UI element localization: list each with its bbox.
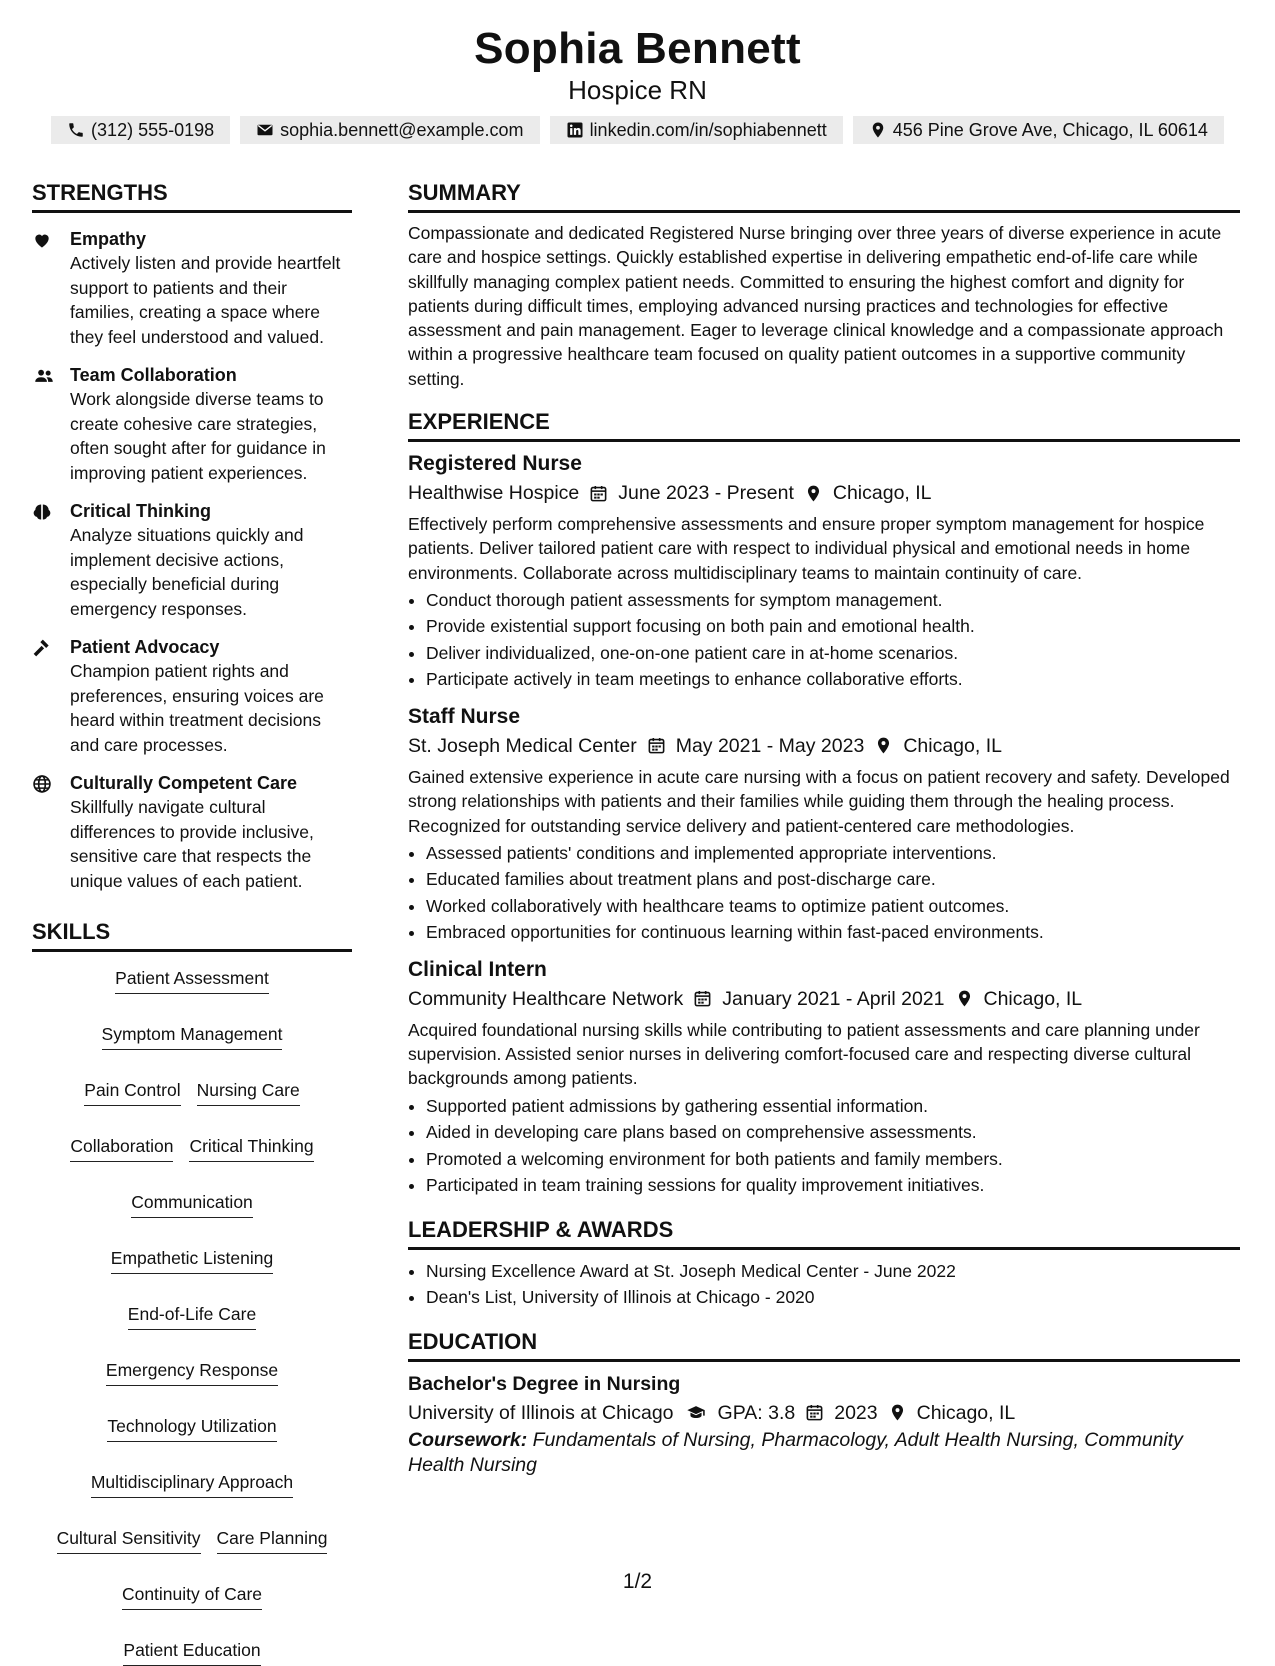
job-meta	[408, 478, 1240, 508]
resume-header	[0, 22, 1275, 144]
skill-tag: Continuity of Care	[122, 1582, 262, 1610]
skills-list	[32, 966, 352, 1666]
brain-icon	[32, 502, 52, 522]
right-column	[408, 180, 1240, 1478]
experience-title: EXPERIENCE	[408, 409, 1240, 442]
calendar-icon	[589, 484, 608, 503]
gpa: GPA: 3.8	[717, 1401, 796, 1424]
list-item: • Participated in team training sessions for quality improvement initiatives.	[426, 1172, 1240, 1199]
map-pin-icon	[804, 484, 823, 503]
job-bullets	[408, 1093, 1240, 1199]
graduation-year: 2023	[834, 1401, 878, 1424]
skill-tag: Patient Education	[123, 1638, 260, 1666]
skill-tag: Cultural Sensitivity	[57, 1526, 201, 1554]
strength-item	[32, 499, 352, 621]
strength-name: Team Collaboration	[70, 365, 237, 385]
linkedin-text: linkedin.com/in/sophiabennett	[589, 119, 827, 140]
envelope-icon	[256, 121, 274, 139]
summary-text: Compassionate and dedicated Registered Nurse bringing over three years of diverse experience in acute care and hospice settings. Quickly established expertise in delivering empathetic end-of-life care while skillfully managing complex patient needs. Committed to ensuring the highest comfort and dignity for patients during difficult times, employing advanced nursing practices and technologies for effective assessment and pain management. Eager to leverage clinical knowledge and a compassionate approach within a progressive healthcare team focused on quality patient outcomes in a supportive community setting.	[408, 223, 1224, 389]
coursework-text: Fundamentals of Nursing, Pharmacology, Adult Health Nursing, Community Health Nursing	[408, 1428, 1183, 1476]
job-dates: June 2023 - Present	[618, 482, 794, 505]
strength-desc: Actively listen and provide heartfelt support to patients and their families, creating a space where they feel understood and valued.	[70, 253, 341, 347]
candidate-role: Hospice RN	[568, 75, 707, 105]
strength-name: Critical Thinking	[70, 501, 212, 521]
skill-tag: Pain Control	[84, 1078, 180, 1106]
strengths-title: STRENGTHS	[32, 180, 352, 213]
strength-name: Empathy	[70, 229, 147, 249]
skill-tag: Critical Thinking	[189, 1134, 313, 1162]
list-item: • Aided in developing care plans based on comprehensive assessments.	[426, 1119, 1240, 1146]
map-pin-icon	[874, 736, 893, 755]
skill-tag: Multidisciplinary Approach	[91, 1470, 293, 1498]
address-text: 456 Pine Grove Ave, Chicago, IL 60614	[892, 119, 1208, 140]
contact-email[interactable]	[240, 116, 539, 144]
job-bullets	[408, 587, 1240, 693]
list-item: • Promoted a welcoming environment for both patients and family members.	[426, 1146, 1240, 1173]
list-item: • Conduct thorough patient assessments for symptom management.	[426, 587, 1240, 614]
job-title: Clinical Intern	[408, 957, 547, 981]
job-location: Chicago, IL	[903, 734, 1002, 757]
contact-linkedin[interactable]	[550, 116, 843, 144]
school-name: University of Illinois at Chicago	[408, 1401, 674, 1424]
skill-tag: Care Planning	[217, 1526, 328, 1554]
strength-desc: Work alongside diverse teams to create cohesive care strategies, often sought after for guidance in improving patient experiences.	[70, 389, 326, 483]
candidate-name: Sophia Bennett	[474, 24, 801, 73]
education-meta	[408, 1398, 1240, 1428]
strength-item	[32, 635, 352, 757]
coursework	[408, 1428, 1240, 1478]
job-description: Gained extensive experience in acute care nursing with a focus on patient recovery and safety. Developed strong relationships with patients and their families while guiding them through the healing process. Recognized for outstanding service delivery and patient-centered care methodologies.	[408, 766, 1230, 836]
strength-desc: Champion patient rights and preferences, ensuring voices are heard within treatment decisions and care processes.	[70, 661, 324, 755]
coursework-label: Coursework:	[408, 1428, 528, 1451]
map-pin-icon	[869, 121, 887, 139]
strength-name: Patient Advocacy	[70, 637, 220, 657]
list-item: • Nursing Excellence Award at St. Joseph Medical Center - June 2022	[426, 1258, 1240, 1285]
job-location: Chicago, IL	[832, 482, 932, 505]
list-item: • Participate actively in team meetings to enhance collaborative efforts.	[426, 666, 1240, 693]
skill-tag: Nursing Care	[197, 1078, 300, 1106]
list-item: • Educated families about treatment plans and post-discharge care.	[426, 866, 1240, 893]
list-item: • Worked collaboratively with healthcare teams to optimize patient outcomes.	[426, 893, 1240, 920]
job-location: Chicago, IL	[983, 987, 1083, 1010]
calendar-icon	[647, 736, 666, 755]
users-icon	[32, 366, 56, 386]
list-item: • Provide existential support focusing on both pain and emotional health.	[426, 613, 1240, 640]
strength-name: Culturally Competent Care	[70, 773, 298, 793]
job-description: Effectively perform comprehensive assessments and ensure proper symptom management for hospice patients. Deliver tailored patient care with respect to individual physical and emotional needs in home environments. Collaborate across multidisciplinary teams to maintain continuity of care.	[408, 514, 1205, 583]
job-entry	[408, 450, 1240, 693]
skill-tag: Technology Utilization	[107, 1414, 276, 1442]
graduation-cap-icon	[684, 1403, 708, 1422]
skill-tag: Emergency Response	[106, 1358, 278, 1386]
job-entry	[408, 956, 1240, 1199]
skill-tag: Communication	[131, 1190, 253, 1218]
list-item: • Deliver individualized, one-on-one patient care in at-home scenarios.	[426, 640, 1240, 667]
strength-item	[32, 771, 352, 893]
contact-address	[853, 116, 1224, 144]
strength-desc: Analyze situations quickly and implement decisive actions, especially beneficial during emergency responses.	[70, 525, 304, 619]
calendar-icon	[805, 1403, 824, 1422]
contact-phone[interactable]	[51, 116, 230, 144]
job-meta	[408, 984, 1240, 1014]
page-number: 1/2	[622, 1570, 653, 1593]
job-entry	[408, 703, 1240, 946]
calendar-icon	[693, 989, 712, 1008]
strength-desc: Skillfully navigate cultural differences to provide inclusive, sensitive care that respects the unique values of each patient.	[70, 797, 314, 891]
job-title: Staff Nurse	[408, 704, 521, 728]
skill-tag: Empathetic Listening	[111, 1246, 273, 1274]
list-item: • Embraced opportunities for continuous learning within fast-paced environments.	[426, 919, 1240, 946]
strength-item	[32, 227, 352, 349]
job-dates: January 2021 - April 2021	[722, 987, 945, 1010]
skills-title: SKILLS	[32, 919, 352, 952]
phone-icon	[67, 121, 85, 139]
map-pin-icon	[888, 1403, 907, 1422]
email-text: sophia.bennett@example.com	[280, 119, 524, 140]
skill-tag: Symptom Management	[102, 1022, 283, 1050]
school-location: Chicago, IL	[916, 1401, 1016, 1424]
list-item: • Dean's List, University of Illinois at Chicago - 2020	[426, 1284, 1240, 1311]
gavel-icon	[32, 638, 52, 658]
job-company: St. Joseph Medical Center	[408, 734, 637, 757]
job-dates: May 2021 - May 2023	[675, 734, 865, 757]
heart-icon	[32, 230, 52, 250]
job-meta	[408, 731, 1240, 761]
left-column	[32, 180, 352, 1666]
globe-icon	[32, 774, 52, 794]
job-company: Community Healthcare Network	[408, 987, 684, 1010]
summary-title: SUMMARY	[408, 180, 1240, 213]
contact-bar	[0, 116, 1275, 144]
phone-text: (312) 555-0198	[91, 119, 215, 140]
education-title: EDUCATION	[408, 1329, 1240, 1362]
strength-item	[32, 363, 352, 485]
list-item: • Supported patient admissions by gathering essential information.	[426, 1093, 1240, 1120]
linkedin-icon	[566, 121, 584, 139]
map-pin-icon	[955, 989, 974, 1008]
job-description: Acquired foundational nursing skills while contributing to patient assessments and care planning under supervision. Assisted senior nurses in delivering comfort-focused care and respecting diverse cultural backgrounds among patients.	[408, 1019, 1200, 1089]
job-company: Healthwise Hospice	[408, 482, 580, 505]
awards-title: LEADERSHIP & AWARDS	[408, 1217, 1240, 1250]
list-item: • Assessed patients' conditions and implemented appropriate interventions.	[426, 840, 1240, 867]
skill-tag: Collaboration	[70, 1134, 173, 1162]
skill-tag: Patient Assessment	[115, 966, 269, 994]
job-title: Registered Nurse	[408, 452, 582, 476]
skill-tag: End-of-Life Care	[128, 1302, 256, 1330]
awards-list	[408, 1258, 1240, 1311]
degree-title: Bachelor's Degree in Nursing	[408, 1372, 681, 1395]
job-bullets	[408, 840, 1240, 946]
